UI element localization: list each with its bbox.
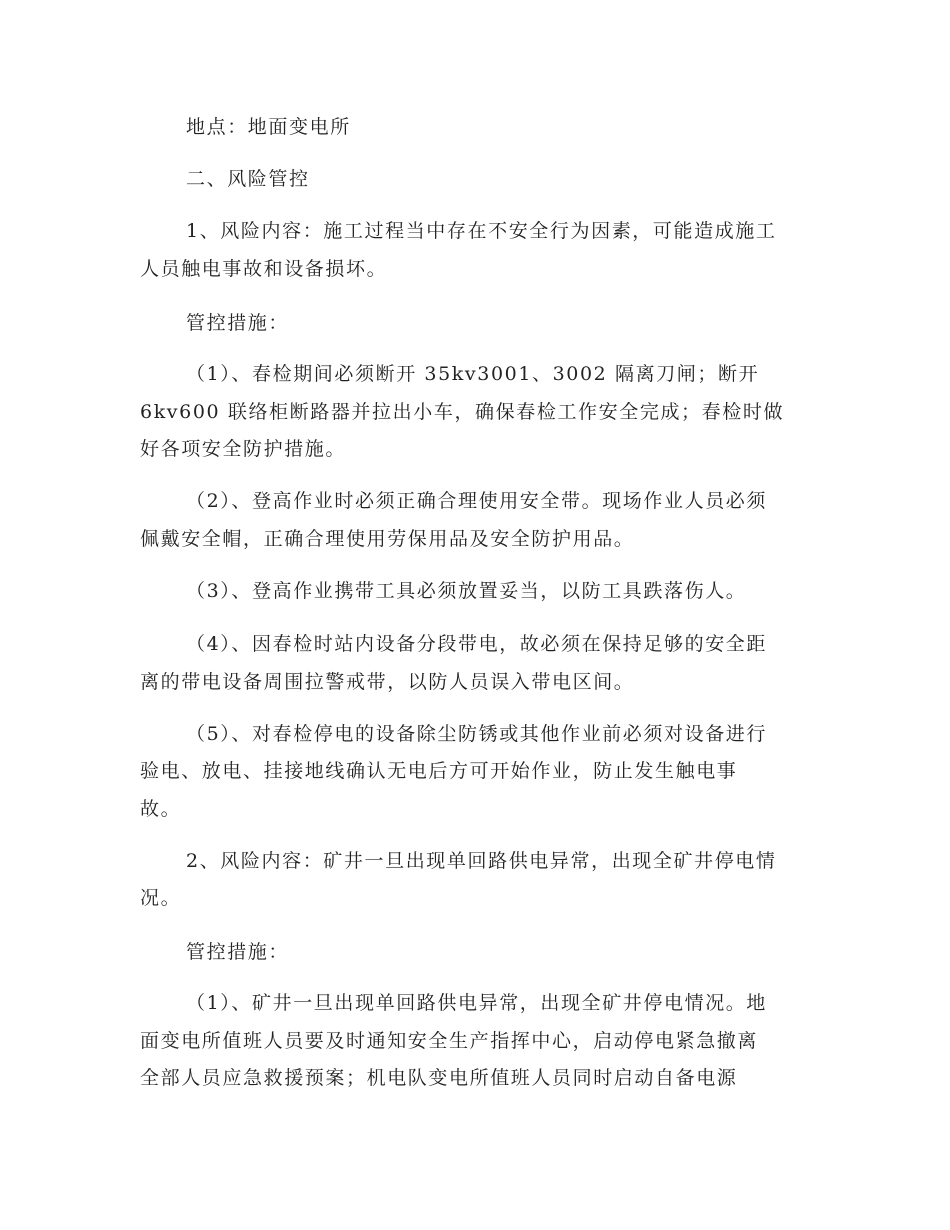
measures-label-2: 管控措施： [186,941,290,963]
measure1-1-line3: 好各项安全防护措施。 [140,438,347,460]
measure1-1-line1: （1）、春检期间必须断开 35kv3001、3002 隔离刀闸；断开 [186,363,760,385]
measure2-1-line2: 面变电所值班人员要及时通知安全生产指挥中心，启动停电紧急撤离 [140,1030,759,1052]
measure1-5-line2: 验电、放电、挂接地线确认无电后方可开始作业，防止发生触电事 [140,760,738,782]
risk2-line1: 2、风险内容：矿井一旦出现单回路供电异常，出现全矿井停电情 [186,850,777,872]
location-line: 地点：地面变电所 [186,116,351,138]
measure1-5-line3: 故。 [140,798,182,820]
risk1-line1: 1、风险内容：施工过程当中存在不安全行为因素，可能造成施工 [186,220,777,242]
risk1-line2: 人员触电事故和设备损坏。 [140,258,388,280]
risk2-line2: 况。 [140,887,182,909]
measure1-1-line2: 6kv600 联络柜断路器并拉出小车，确保春检工作安全完成；春检时做 [140,401,785,423]
section-heading: 二、风险管控 [186,168,310,190]
measure2-1-line3: 全部人员应急救援预案；机电队变电所值班人员同时启动自备电源 [140,1067,738,1089]
measure1-3-line1: （3）、登高作业携带工具必须放置妥当，以防工具跌落伤人。 [186,580,747,602]
measure1-4-line1: （4）、因春检时站内设备分段带电，故必须在保持足够的安全距 [186,633,767,655]
measure1-4-line2: 离的带电设备周围拉警戒带，以防人员误入带电区间。 [140,671,635,693]
measure1-2-line2: 佩戴安全帽，正确合理使用劳保用品及安全防护用品。 [140,528,635,550]
measure1-2-line1: （2）、登高作业时必须正确合理使用安全带。现场作业人员必须 [186,490,767,512]
measure1-5-line1: （5）、对春检停电的设备除尘防锈或其他作业前必须对设备进行 [186,723,767,745]
measures-label-1: 管控措施： [186,312,290,334]
measure2-1-line1: （1）、矿井一旦出现单回路供电异常，出现全矿井停电情况。地 [186,992,767,1014]
